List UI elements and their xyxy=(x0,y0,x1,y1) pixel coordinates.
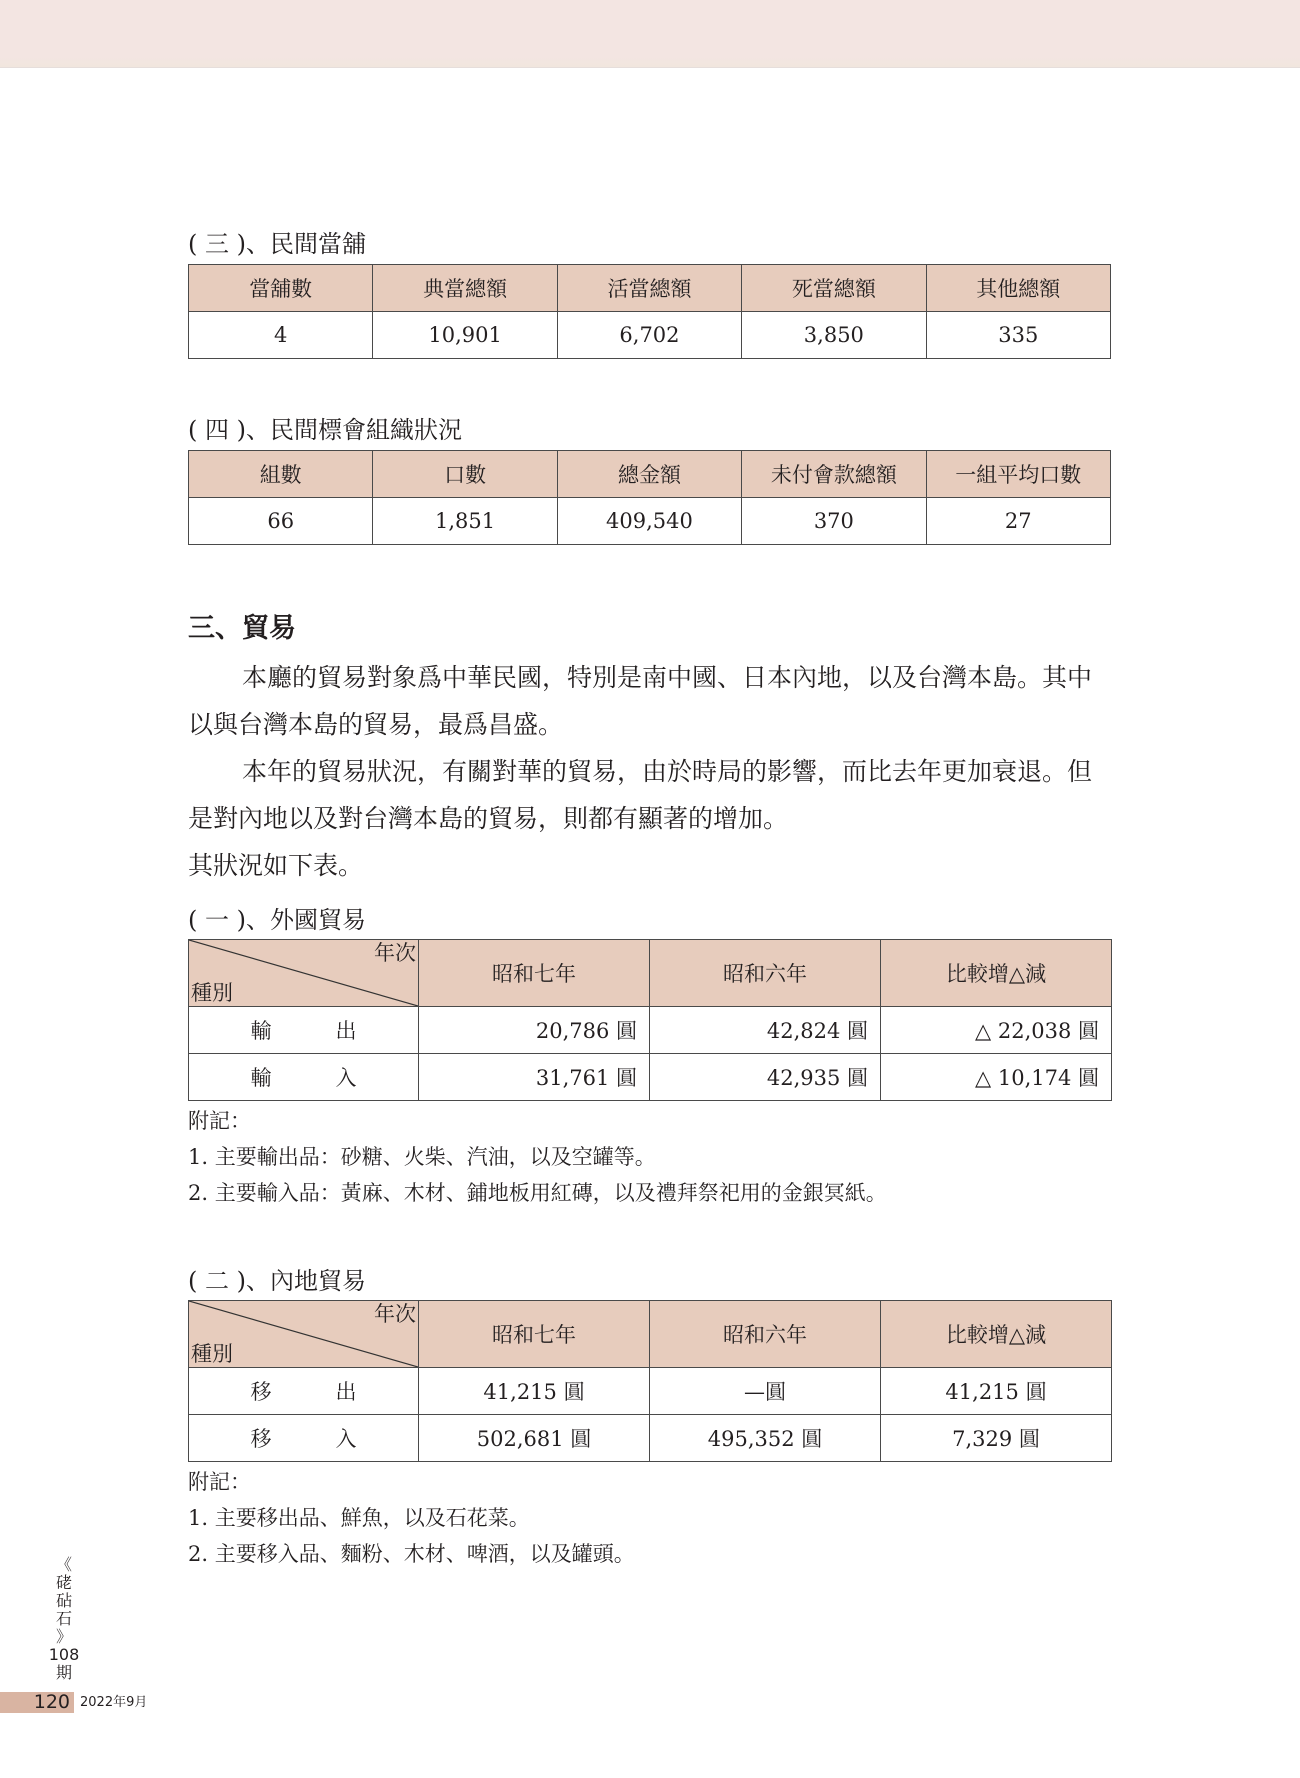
header-cell: 昭和六年 xyxy=(650,940,881,1007)
header-cell: 比較增△減 xyxy=(881,940,1112,1007)
value-cell: 3,850 xyxy=(742,312,926,359)
note-item: 2. 主要移入品、麵粉、木材、啤酒，以及罐頭。 xyxy=(188,1542,635,1566)
page-number: 120 xyxy=(0,1692,74,1713)
header-cell: 當舖數 xyxy=(189,265,373,312)
value-cell: 409,540 xyxy=(557,498,741,545)
notes-title: 附記： xyxy=(188,1470,251,1494)
header-cell: 昭和六年 xyxy=(650,1301,881,1368)
publication-name-vertical xyxy=(46,1556,82,1682)
category-char: 出 xyxy=(335,1380,357,1404)
value-cell: △ 22,038 圓 xyxy=(881,1007,1112,1054)
trade-section xyxy=(188,612,1111,889)
table-header-row xyxy=(189,940,1112,1007)
category-char: 出 xyxy=(335,1019,357,1043)
publication-char: 》 xyxy=(55,1627,72,1646)
domestic-trade-table xyxy=(188,1300,1112,1462)
pawnshop-table xyxy=(188,264,1111,359)
paragraph: 本年的貿易狀況，有關對華的貿易，由於時局的影響，而比去年更加衰退。但是對內地以及對台灣本島的貿易，則都有顯著的增加。 xyxy=(188,757,1093,833)
issue-number: 108 xyxy=(48,1645,80,1664)
value-cell: 370 xyxy=(742,498,926,545)
value-cell: 20,786 圓 xyxy=(419,1007,650,1054)
section-heading: 三、貿易 xyxy=(188,613,296,644)
pawnshop-section xyxy=(188,229,1111,359)
publication-char: 砧 xyxy=(55,1591,72,1610)
value-cell: 31,761 圓 xyxy=(419,1054,650,1101)
header-cell: 未付會款總額 xyxy=(742,451,926,498)
issue-date: 2022年9月 xyxy=(80,1695,148,1710)
header-band xyxy=(0,0,1300,68)
category-char: 移 xyxy=(250,1427,272,1451)
domestic-trade-section xyxy=(188,1266,1111,1572)
corner-label-type: 種別 xyxy=(191,1342,233,1366)
domestic-trade-title: ( 二 )、內地貿易 xyxy=(188,1267,366,1295)
publication-char: 《 xyxy=(55,1555,72,1574)
category-cell xyxy=(189,1007,419,1054)
note-item: 2. 主要輸入品：黃麻、木材、鋪地板用紅磚，以及禮拜祭祀用的金銀冥紙。 xyxy=(188,1181,887,1205)
value-cell: 4 xyxy=(189,312,373,359)
corner-label-year: 年次 xyxy=(374,941,416,965)
value-cell: 1,851 xyxy=(373,498,557,545)
value-cell: 335 xyxy=(926,312,1110,359)
header-cell: 昭和七年 xyxy=(419,940,650,1007)
value-cell: 10,901 xyxy=(373,312,557,359)
value-cell: 27 xyxy=(926,498,1110,545)
value-cell: 42,824 圓 xyxy=(650,1007,881,1054)
table-header-row xyxy=(189,451,1111,498)
value-cell: 66 xyxy=(189,498,373,545)
header-cell: 一組平均口數 xyxy=(926,451,1110,498)
table-row xyxy=(189,1368,1112,1415)
issue-label: 期 xyxy=(55,1663,72,1682)
category-char: 入 xyxy=(335,1427,357,1451)
category-char: 移 xyxy=(250,1380,272,1404)
foreign-trade-section xyxy=(188,905,1111,1211)
header-cell: 死當總額 xyxy=(742,265,926,312)
note-item: 1. 主要輸出品：砂糖、火柴、汽油，以及空罐等。 xyxy=(188,1145,656,1169)
foreign-trade-title: ( 一 )、外國貿易 xyxy=(188,906,366,934)
value-cell: 7,329 圓 xyxy=(881,1415,1112,1462)
category-char: 輸 xyxy=(250,1066,272,1090)
corner-label-type: 種別 xyxy=(191,981,233,1005)
value-cell: 41,215 圓 xyxy=(419,1368,650,1415)
header-cell: 口數 xyxy=(373,451,557,498)
category-char: 輸 xyxy=(250,1019,272,1043)
header-cell: 總金額 xyxy=(557,451,741,498)
category-char: 入 xyxy=(335,1066,357,1090)
mutual-aid-table xyxy=(188,450,1111,545)
publication-char: 硓 xyxy=(55,1573,72,1592)
foreign-trade-notes xyxy=(188,1103,1111,1211)
value-cell: 42,935 圓 xyxy=(650,1054,881,1101)
table-header-row xyxy=(189,265,1111,312)
mutual-aid-title: ( 四 )、民間標會組織狀況 xyxy=(188,416,462,444)
domestic-trade-notes xyxy=(188,1464,1111,1572)
value-cell: 495,352 圓 xyxy=(650,1415,881,1462)
header-cell: 組數 xyxy=(189,451,373,498)
corner-header-cell xyxy=(189,940,419,1007)
note-item: 1. 主要移出品、鮮魚，以及石花菜。 xyxy=(188,1506,530,1530)
corner-header-cell xyxy=(189,1301,419,1368)
pawnshop-title: ( 三 )、民間當舖 xyxy=(188,230,366,258)
mutual-aid-section xyxy=(188,415,1111,545)
notes-title: 附記： xyxy=(188,1109,251,1133)
table-row xyxy=(189,1007,1112,1054)
category-cell xyxy=(189,1054,419,1101)
value-cell: 6,702 xyxy=(557,312,741,359)
header-cell: 其他總額 xyxy=(926,265,1110,312)
category-cell xyxy=(189,1368,419,1415)
table-header-row xyxy=(189,1301,1112,1368)
publication-char: 石 xyxy=(55,1609,72,1628)
header-cell: 活當總額 xyxy=(557,265,741,312)
paragraph: 本廳的貿易對象爲中華民國，特別是南中國、日本內地，以及台灣本島。其中以與台灣本島的貿易，最爲昌盛。 xyxy=(188,663,1093,739)
table-row xyxy=(189,1054,1112,1101)
value-cell: —圓 xyxy=(650,1368,881,1415)
value-cell: 502,681 圓 xyxy=(419,1415,650,1462)
header-cell: 昭和七年 xyxy=(419,1301,650,1368)
paragraph: 其狀況如下表。 xyxy=(188,851,364,880)
table-row xyxy=(189,1415,1112,1462)
header-cell: 比較增△減 xyxy=(881,1301,1112,1368)
header-cell: 典當總額 xyxy=(373,265,557,312)
corner-label-year: 年次 xyxy=(374,1302,416,1326)
table-row xyxy=(189,498,1111,545)
foreign-trade-table xyxy=(188,939,1112,1101)
value-cell: 41,215 圓 xyxy=(881,1368,1112,1415)
value-cell: △ 10,174 圓 xyxy=(881,1054,1112,1101)
table-row xyxy=(189,312,1111,359)
category-cell xyxy=(189,1415,419,1462)
